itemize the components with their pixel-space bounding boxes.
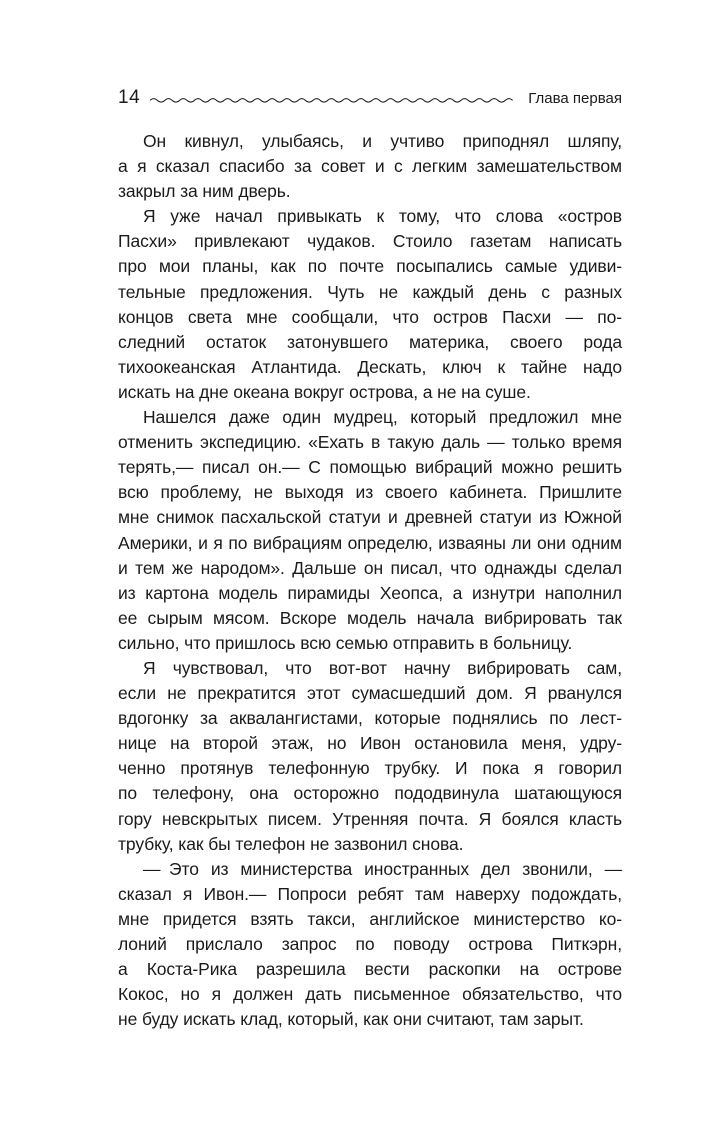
paragraph [118,656,622,857]
text-line: а я сказал спасибо за совет и с легким замешательством [118,156,622,177]
text-line: Нашелся даже один мудрец, который предложил мне [143,407,622,428]
text-line: терять,— писал он.— С помощью вибраций можно решить [118,457,622,478]
paragraph [118,129,622,204]
paragraph [118,857,622,1033]
text-line: вдогонку за аквалангистами, которые поднялись по лест- [118,708,622,729]
text-line: нице на второй этаж, но Ивон остановила меня, удру- [118,733,622,754]
page-header [118,86,622,110]
text-line: лоний прислало запрос по поводу острова Питкэрн, [118,934,622,954]
text-line: из картона модель пирамиды Хеопса, а изнутри наполнил [118,582,622,603]
text-line: тельные предложения. Чуть не каждый день с разных [118,281,622,302]
text-line: сказал я Ивон.— Попроси ребят там наверху подождать, [118,883,622,904]
text-line: мне снимок пасхальской статуи и древней статуи из Южной [118,507,622,528]
text-line: — Это из министерства иностранных дел звонили, — [143,858,622,879]
text-line: не буду искать клад, который, как они считают, там зарыт. [118,1009,584,1030]
text-line: Америки, и я по вибрациям определю, изваяны ли они одним [118,532,622,553]
text-line: ее сырым мясом. Вскоре модель начала вибрировать так [118,607,622,628]
text-line: и тем же народом». Дальше он писал, что однажды сделал [118,557,622,578]
text-line: по телефону, она осторожно пододвинула шатающуюся [118,783,622,804]
chapter-title: Глава первая [528,90,622,107]
text-line: следний остаток затонувшего материка, своего рода [118,331,622,352]
text-line: концов света мне сообщали, что остров Пасхи — по- [118,306,622,327]
text-line: отменить экспедицию. «Ехать в такую даль — только время [118,432,622,453]
text-line: а Коста-Рика разрешила вести раскопки на острове [118,959,622,980]
text-line: искать на дне океана вокруг острова, а не на суше. [118,381,531,402]
text-line: закрыл за ним дверь. [118,181,291,202]
text-line: ченно протянув телефонную трубку. И пока я говорил [118,758,622,779]
text-line: трубку, как бы телефон не зазвонил снова. [118,833,464,854]
paragraph [118,204,622,405]
text-line: про мои планы, как по почте посыпались самые удиви- [118,256,622,277]
text-line: Пасхи» привлекают чудаков. Стоило газетам написать [118,231,622,252]
text-line: Я уже начал привыкать к тому, что слова «остров [143,206,622,227]
text-line: мне придется взять такси, английское министерство ко- [118,908,622,929]
text-line: всю проблему, не выходя из своего кабинета. Пришлите [118,482,622,503]
text-line: Я чувствовал, что вот-вот начну вибрировать сам, [143,657,622,678]
text-line: если не прекратится этот сумасшедший дом. Я рванулся [118,683,622,704]
page-number: 14 [118,87,141,108]
text-line: гору невскрытых писем. Утренняя почта. Я боялся класть [118,808,622,829]
text-line: тихоокеанская Атлантида. Дескать, ключ к тайне надо [118,356,622,377]
text-line: Кокос, но я должен дать письменное обязательство, что [118,984,622,1005]
page-body [118,129,622,1032]
paragraph [118,405,622,656]
text-line: сильно, что пришлось всю семью отправить в больницу. [118,632,573,653]
text-line: Он кивнул, улыбаясь, и учтиво приподнял шляпу, [143,131,622,151]
wavy-divider-line [150,96,520,103]
